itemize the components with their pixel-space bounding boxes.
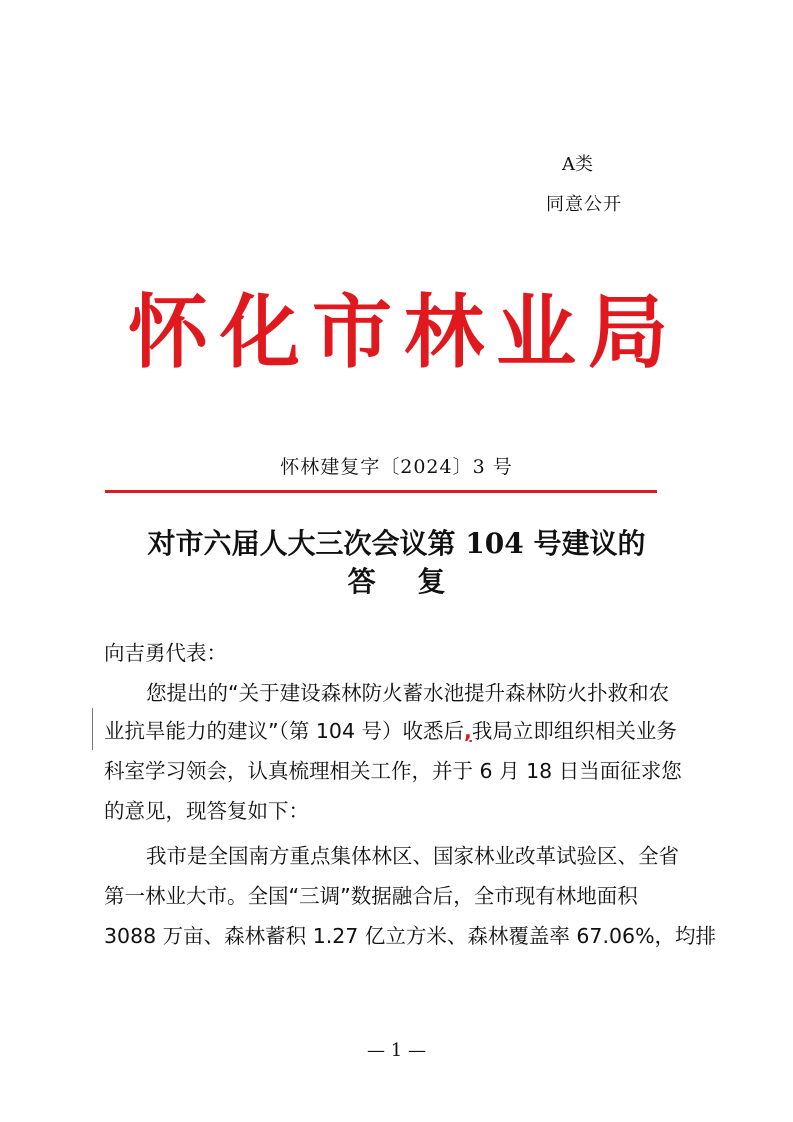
red-divider <box>105 490 657 493</box>
agency-masthead: 怀化市林业局 <box>128 285 680 379</box>
salutation: 向吉勇代表： <box>104 641 227 665</box>
body-line: 的意见，现答复如下： <box>104 799 309 823</box>
document-number: 怀林建复字〔2024〕3 号 <box>280 456 513 478</box>
revision-comma: , <box>464 719 472 743</box>
document-title: 对市六届人大三次会议第 104 号建议的 <box>147 527 646 560</box>
disclosure-label: 同意公开 <box>546 194 622 215</box>
page-number: — 1 — <box>367 1040 426 1061</box>
body-line-start: 业抗旱能力的建议”（第 104 号）收悉后 <box>104 719 465 743</box>
body-line: 科室学习领会，认真梳理相关工作，并于 6 月 18 日当面征求您 <box>104 759 682 783</box>
body-line: 3088 万亩、森林蓄积 1.27 亿立方米、森林覆盖率 67.06%，均排 <box>104 924 717 948</box>
body-line: 您提出的“关于建设森林防火蓄水池提升森林防火扑救和农 <box>146 681 670 705</box>
body-line: 我市是全国南方重点集体林区、国家林业改革试验区、全省 <box>146 844 679 868</box>
revision-bar <box>92 708 93 750</box>
category-label: A类 <box>562 154 593 175</box>
body-line-end: 我局立即组织相关业务 <box>471 719 677 743</box>
body-line: 第一林业大市。全国“三调”数据融合后，全市现有林地面积 <box>104 884 638 908</box>
body-line <box>104 711 689 751</box>
document-title-reply: 答 复 <box>347 565 462 598</box>
